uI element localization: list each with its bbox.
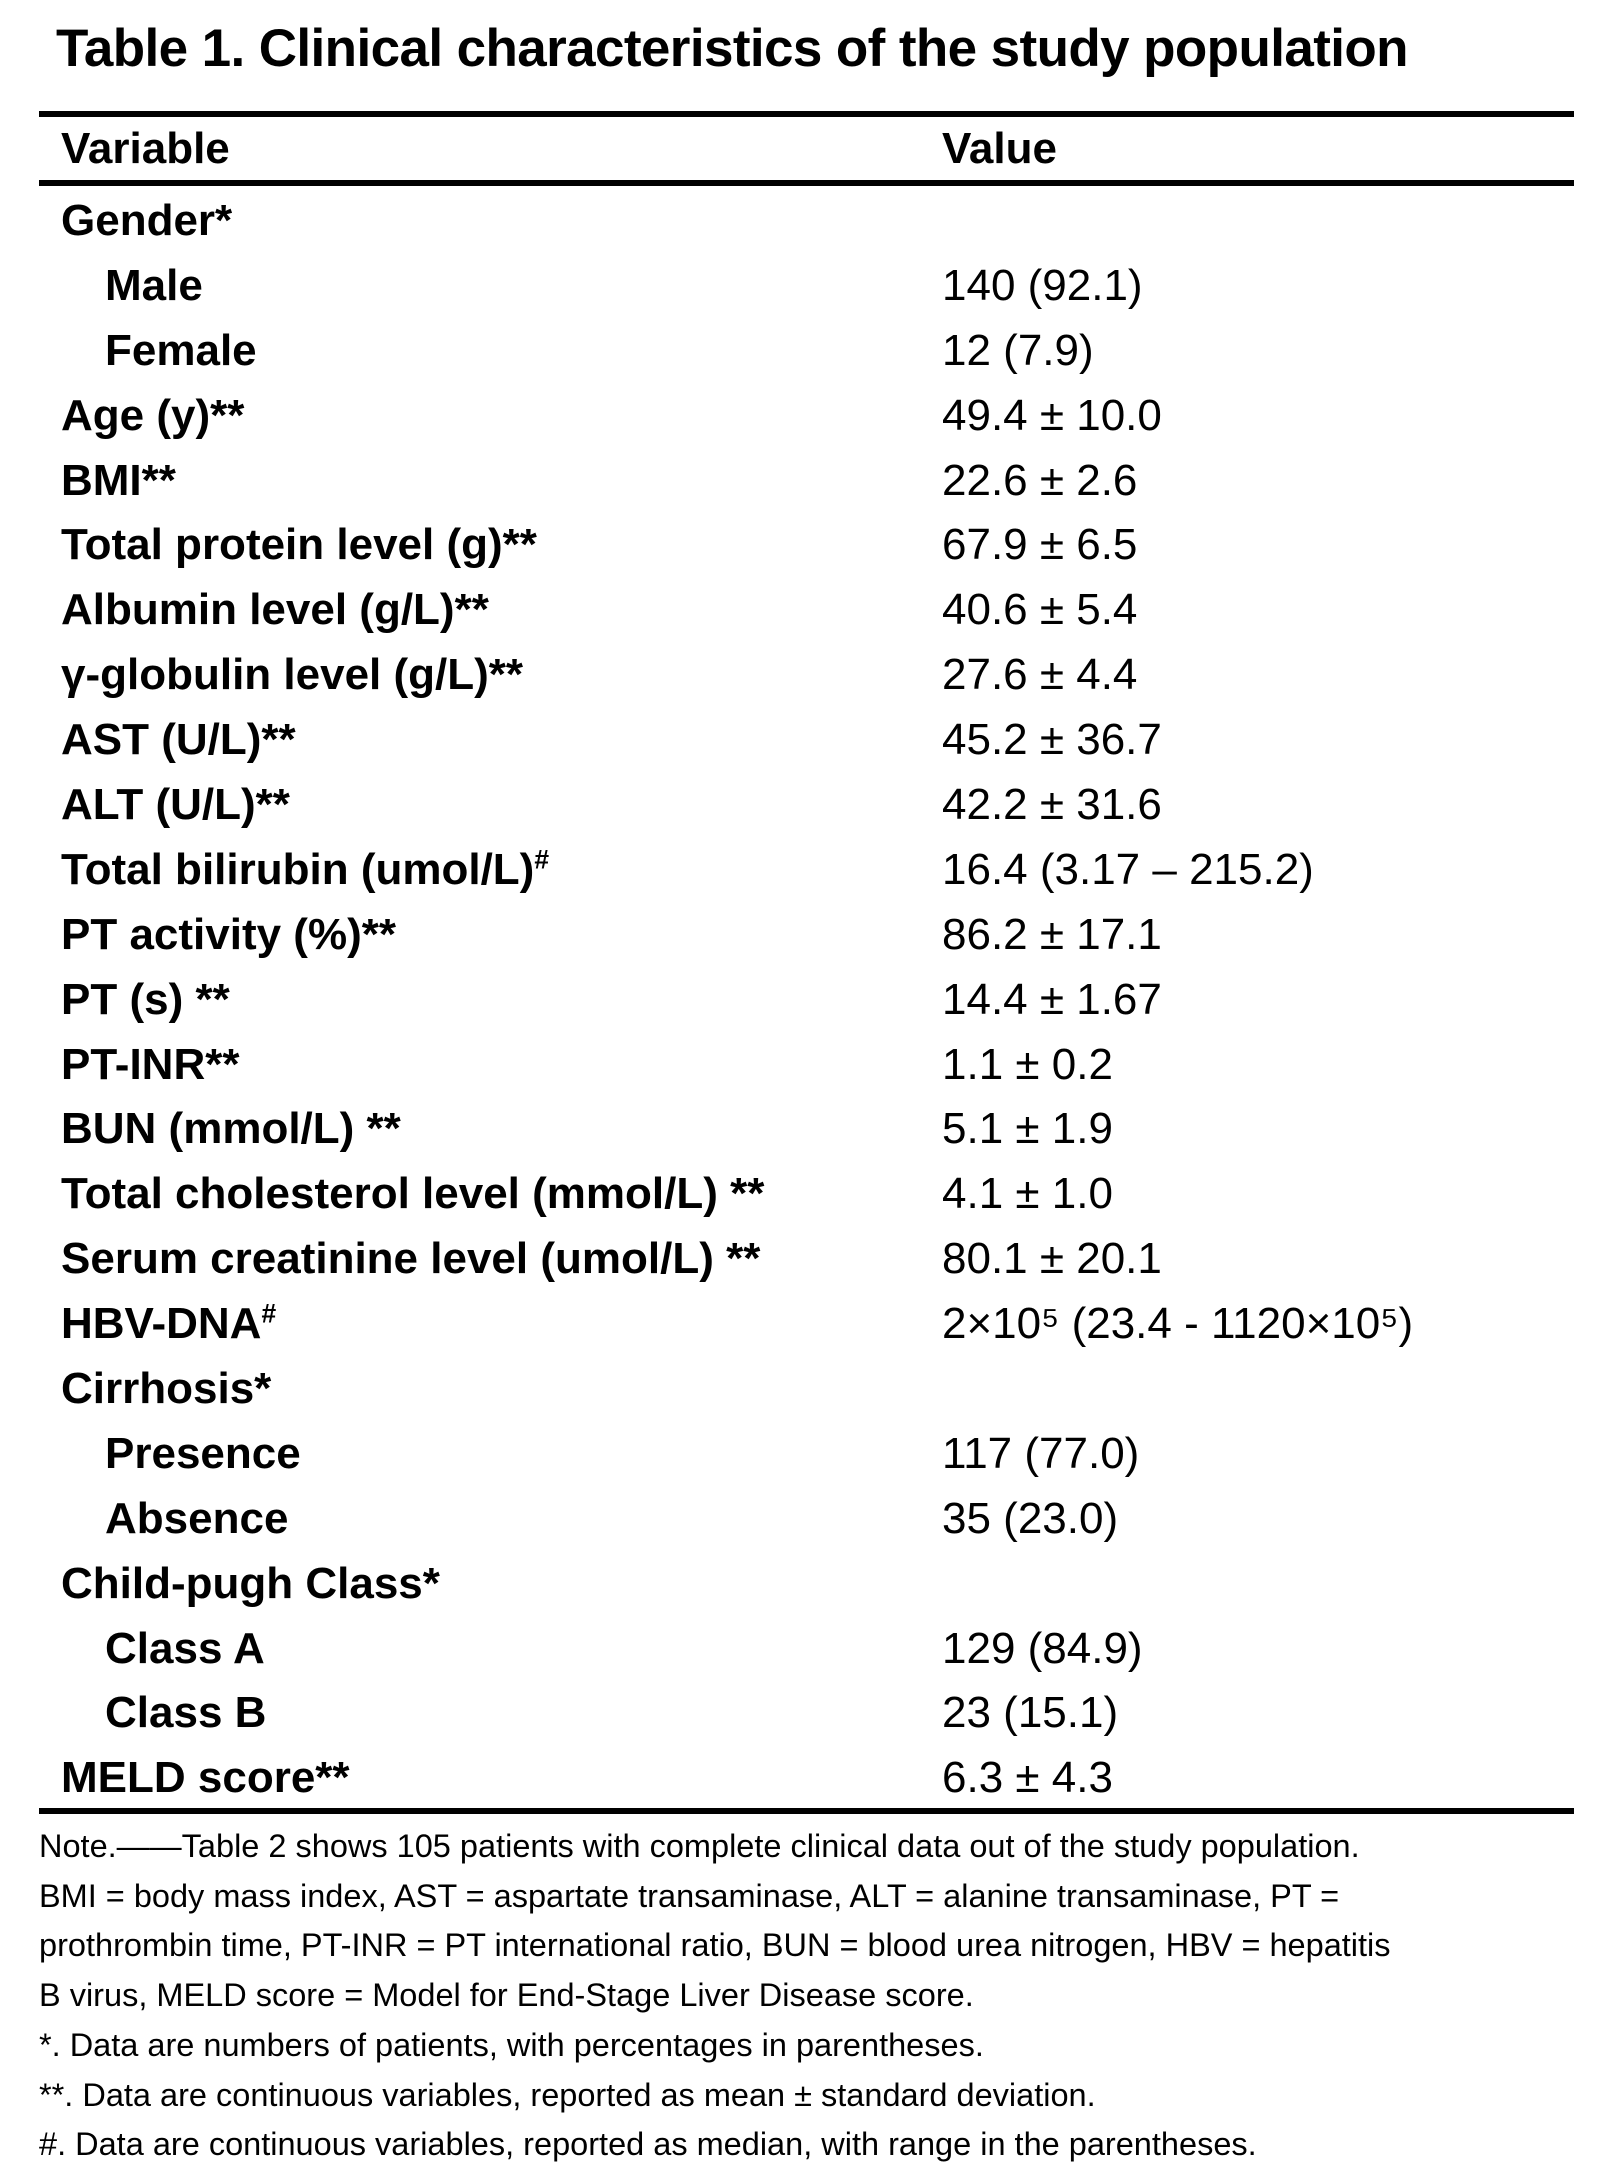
table-row — [0, 1358, 1608, 1423]
note-line: Note.——Table 2 shows 105 patients with complete clinical data out of the study population. — [39, 1828, 1360, 1864]
row-variable — [61, 520, 537, 570]
note-line: BMI = body mass index, AST = aspartate transaminase, ALT = alanine transaminase, PT = — [39, 1877, 1340, 1914]
row-value: 27.6 ± 4.4 — [942, 650, 1138, 700]
table-row — [0, 255, 1608, 320]
table-row — [0, 514, 1608, 579]
row-variable-text: Total cholesterol level (mmol/L) ** — [61, 1169, 765, 1219]
row-value: 45.2 ± 36.7 — [942, 715, 1162, 765]
table-row — [0, 579, 1608, 644]
row-variable — [61, 1234, 760, 1284]
row-value: 40.6 ± 5.4 — [942, 585, 1138, 635]
table-row — [0, 450, 1608, 515]
table-row — [0, 644, 1608, 709]
row-value: 80.1 ± 20.1 — [942, 1234, 1162, 1284]
row-value: 2×10⁵ (23.4 - 1120×10⁵) — [942, 1299, 1414, 1349]
row-variable-text: Cirrhosis* — [61, 1364, 272, 1414]
row-value: 12 (7.9) — [942, 325, 1094, 375]
row-variable-text: PT (s) ** — [61, 974, 230, 1024]
note-line: B virus, MELD score = Model for End-Stage Liver Disease score. — [39, 1977, 974, 2014]
table-row — [0, 190, 1608, 255]
note-line: *. Data are numbers of patients, with percentages in parentheses. — [39, 2026, 984, 2063]
table-row — [0, 1228, 1608, 1293]
table-row — [0, 320, 1608, 385]
row-variable-text: PT-INR** — [61, 1039, 240, 1089]
row-variable — [61, 650, 523, 700]
row-variable-text: Male — [105, 260, 203, 310]
row-value: 22.6 ± 2.6 — [942, 455, 1138, 505]
row-variable — [105, 261, 203, 311]
row-variable-text: PT activity (%)** — [61, 909, 396, 959]
table-row — [0, 904, 1608, 969]
table-row — [0, 1747, 1608, 1812]
table-row — [0, 1293, 1608, 1358]
table-row — [0, 1488, 1608, 1553]
row-value: 140 (92.1) — [942, 260, 1143, 310]
row-variable-text: Total protein level (g)** — [61, 520, 537, 570]
row-variable-text: Class B — [105, 1688, 267, 1738]
row-variable-text: Serum creatinine level (umol/L) ** — [61, 1234, 761, 1284]
table-row — [0, 385, 1608, 450]
row-value: 14.4 ± 1.67 — [942, 974, 1162, 1024]
table-row — [0, 1423, 1608, 1488]
row-variable — [61, 456, 176, 506]
top-rule — [39, 111, 1574, 117]
row-variable — [61, 910, 396, 960]
table-notes — [39, 1822, 1589, 2170]
row-variable — [61, 1104, 401, 1154]
row-variable-text: Presence — [105, 1428, 301, 1478]
row-variable-text: Class A — [105, 1623, 265, 1673]
row-value: 86.2 ± 17.1 — [942, 909, 1162, 959]
row-variable-text: γ-globulin level (g/L)** — [61, 650, 524, 700]
table-title: Table 1. Clinical characteristics of the study population — [56, 19, 1408, 78]
row-value: 16.4 (3.17 – 215.2) — [942, 844, 1314, 894]
table-row — [0, 839, 1608, 904]
row-value: 67.9 ± 6.5 — [942, 520, 1138, 570]
row-value: 129 (84.9) — [942, 1623, 1143, 1673]
header-rule — [39, 180, 1574, 186]
row-variable — [105, 1688, 266, 1738]
row-variable-text: HBV-DNA — [61, 1299, 262, 1349]
table-row — [0, 709, 1608, 774]
header-value: Value — [942, 124, 1057, 173]
row-variable-text: BMI** — [61, 455, 176, 505]
row-variable — [61, 1169, 764, 1219]
row-variable-text: Absence — [105, 1493, 289, 1543]
row-variable — [61, 715, 296, 765]
row-value: 23 (15.1) — [942, 1688, 1119, 1738]
row-variable — [61, 975, 230, 1025]
row-variable — [61, 391, 244, 441]
row-variable — [61, 780, 290, 830]
row-variable-text: Female — [105, 325, 257, 375]
row-value: 117 (77.0) — [942, 1428, 1140, 1478]
row-variable-text: Total bilirubin (umol/L) — [61, 844, 535, 894]
row-variable-text: Gender* — [61, 196, 233, 245]
row-variable — [61, 1040, 239, 1090]
row-value: 4.1 ± 1.0 — [942, 1169, 1113, 1219]
footnote-marker: # — [534, 844, 550, 875]
table-row — [0, 774, 1608, 839]
row-value: 5.1 ± 1.9 — [942, 1104, 1113, 1154]
bottom-rule — [39, 1808, 1574, 1814]
row-variable-text: AST (U/L)** — [61, 715, 296, 765]
row-variable-text: Age (y)** — [61, 390, 245, 440]
row-variable — [105, 1624, 265, 1674]
row-variable-text: MELD score** — [61, 1753, 350, 1803]
row-value: 42.2 ± 31.6 — [942, 780, 1162, 830]
row-variable — [105, 1494, 288, 1544]
table-row — [0, 1034, 1608, 1099]
row-variable-text: Albumin level (g/L)** — [61, 585, 489, 635]
row-value: 49.4 ± 10.0 — [942, 390, 1162, 440]
note-line: **. Data are continuous variables, reported as mean ± standard deviation. — [39, 2076, 1096, 2113]
row-variable — [105, 1429, 301, 1479]
table-row — [0, 969, 1608, 1034]
row-value: 1.1 ± 0.2 — [942, 1039, 1113, 1089]
row-variable — [61, 585, 489, 635]
row-variable — [61, 1364, 271, 1414]
row-variable — [61, 196, 232, 246]
row-variable — [61, 845, 549, 895]
note-line: prothrombin time, PT-INR = PT international ratio, BUN = blood urea nitrogen, HBV = hepatitis — [39, 1927, 1391, 1964]
row-variable — [61, 1753, 350, 1803]
row-variable — [61, 1299, 276, 1349]
row-variable-text: BUN (mmol/L) ** — [61, 1104, 401, 1154]
row-variable-text: ALT (U/L)** — [61, 780, 290, 830]
row-variable — [105, 326, 257, 376]
row-variable — [61, 1559, 440, 1609]
note-line: #. Data are continuous variables, reported as median, with range in the parentheses. — [39, 2126, 1257, 2163]
table-row — [0, 1618, 1608, 1683]
row-value: 35 (23.0) — [942, 1493, 1119, 1543]
header-variable: Variable — [61, 124, 230, 173]
footnote-marker: # — [261, 1298, 277, 1329]
row-value: 6.3 ± 4.3 — [942, 1753, 1113, 1803]
table-row — [0, 1553, 1608, 1618]
table-body — [0, 190, 1608, 1812]
row-variable-text: Child-pugh Class* — [61, 1558, 440, 1608]
table-row — [0, 1682, 1608, 1747]
table-row — [0, 1098, 1608, 1163]
table-row — [0, 1163, 1608, 1228]
